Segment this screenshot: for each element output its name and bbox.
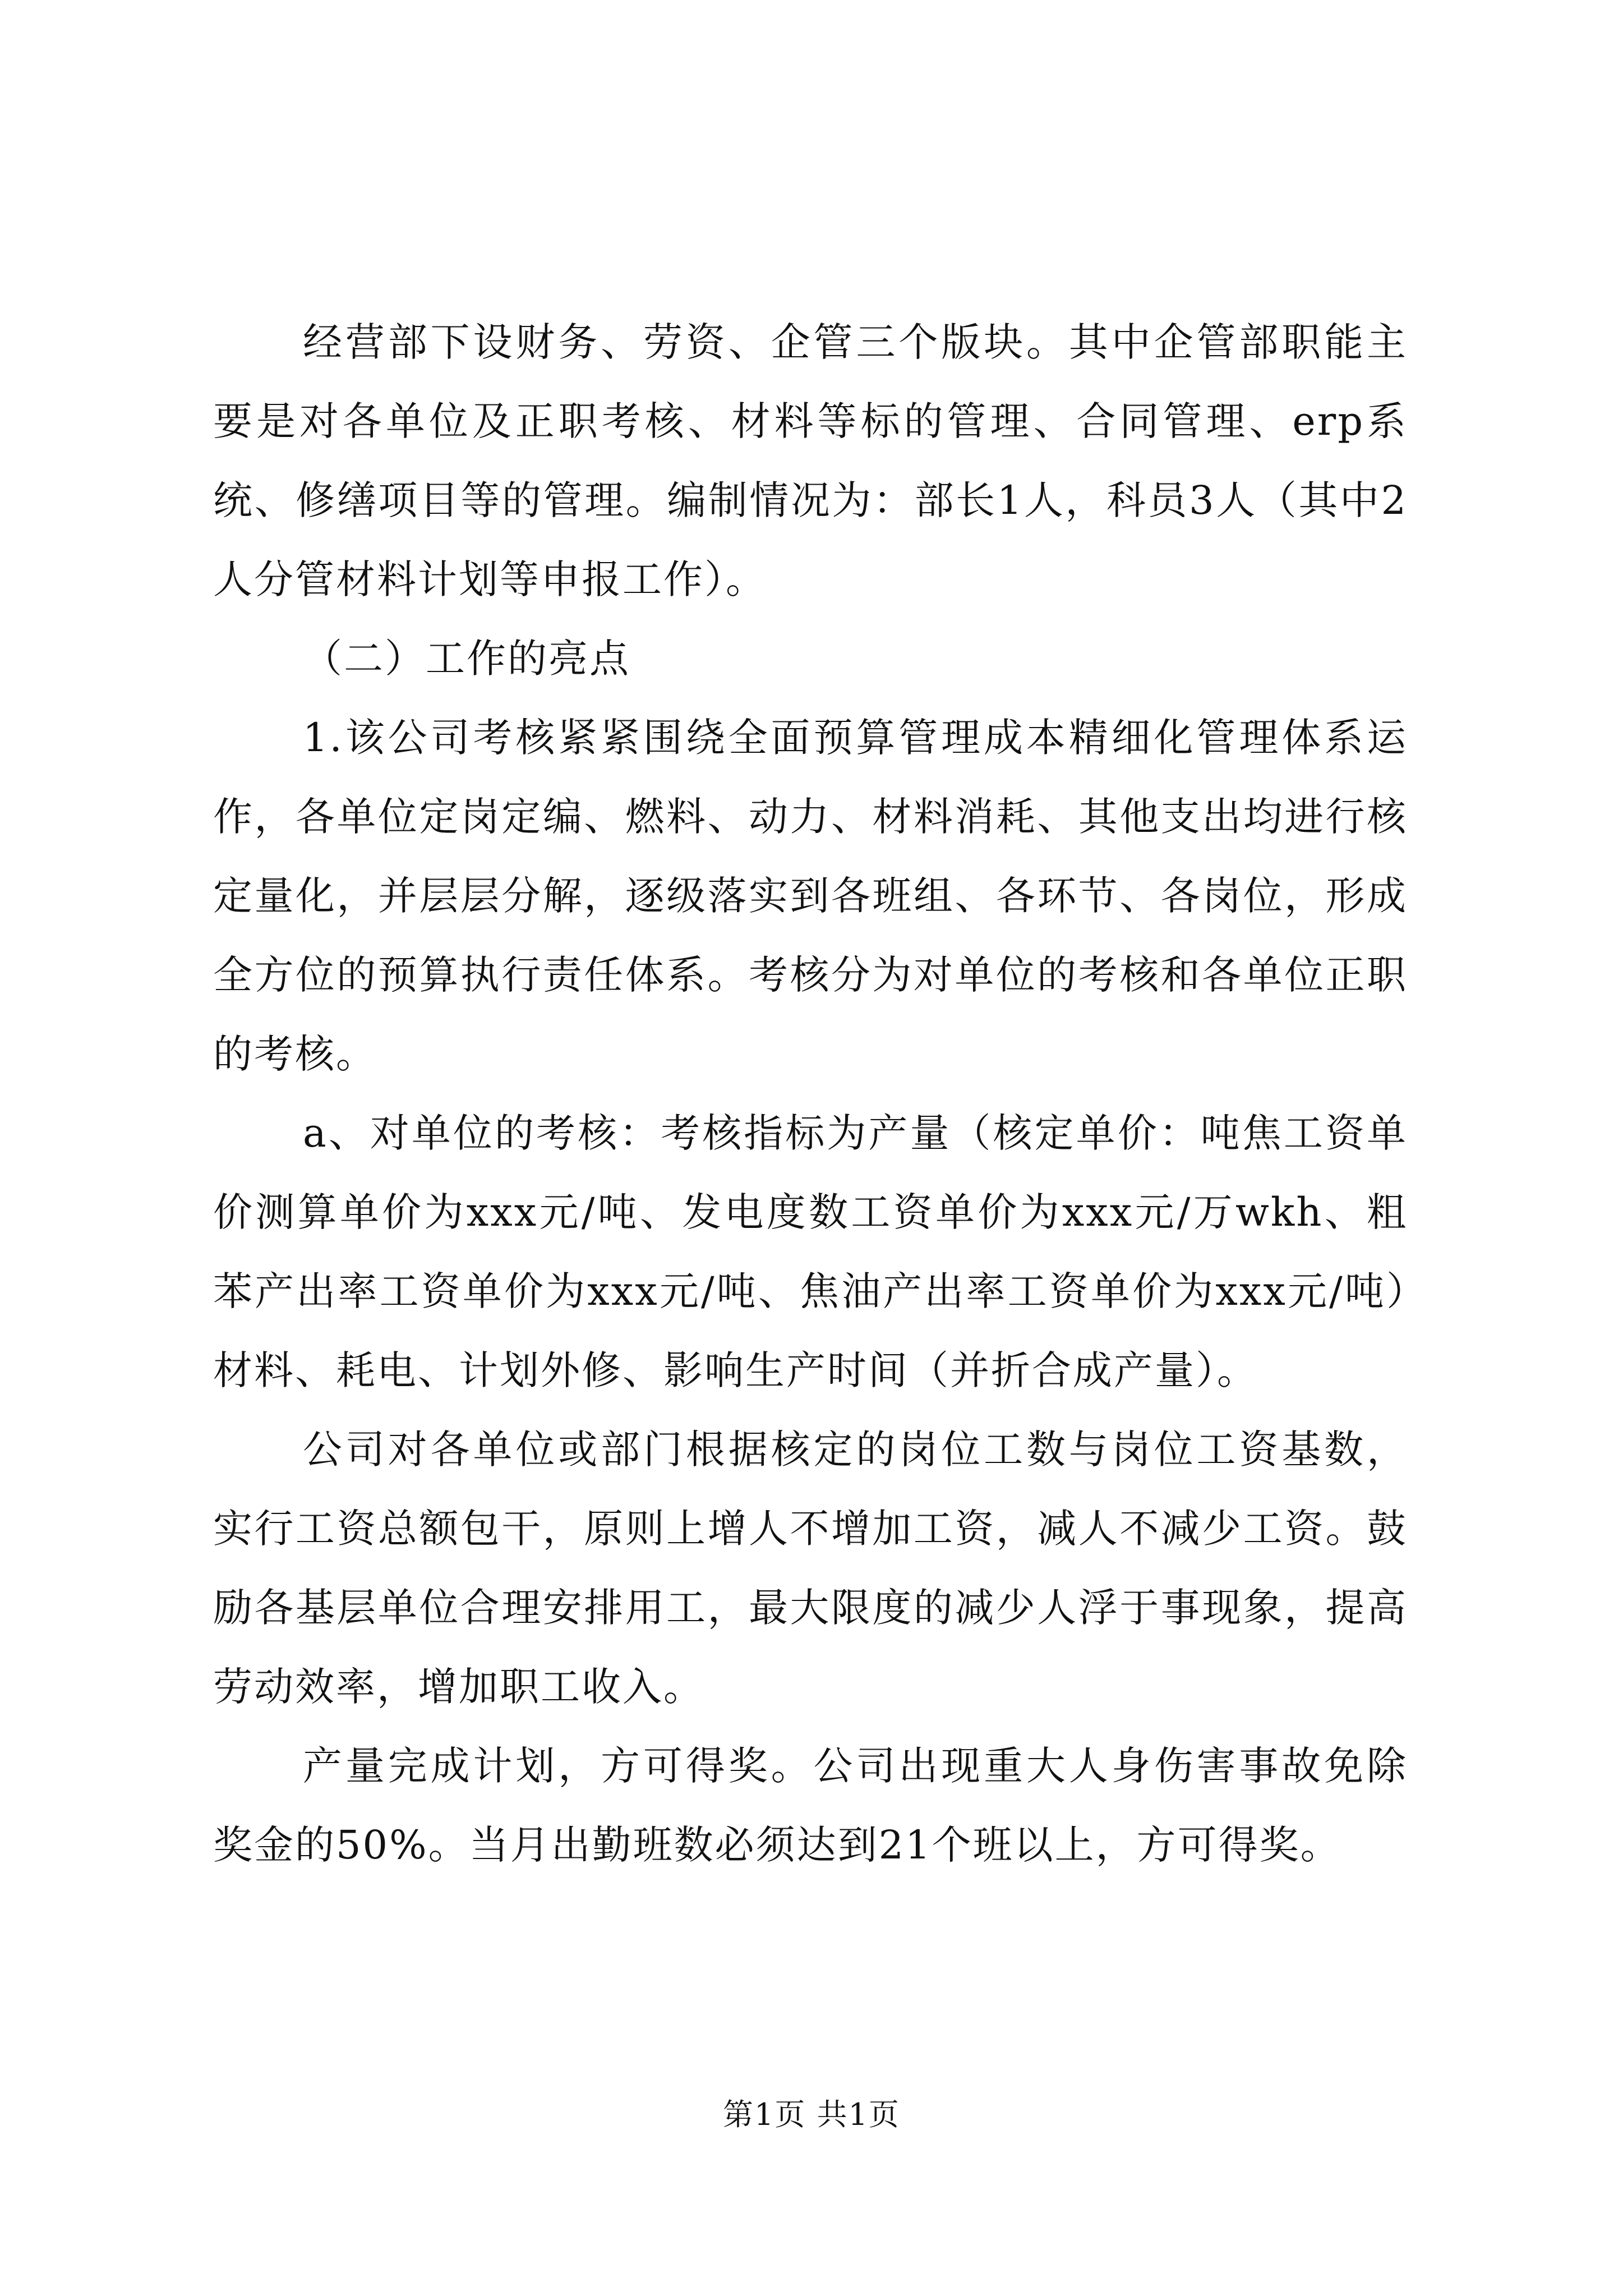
paragraph-unit-assessment: a、对单位的考核：考核指标为产量（核定单价：吨焦工资单价测算单价为xxx元/吨、发电度数工资单价为xxx元/万wkh、粗苯产出率工资单价为xxx元/吨、焦油产出率工资单价为xxx元/吨）材料、耗电、计划外修、影响生产时间（并折合成产量）。 [213, 1110, 1408, 1393]
paragraph-wage-policy: 公司对各单位或部门根据核定的岗位工数与岗位工资基数，实行工资总额包干，原则上增人不增加工资，减人不减少工资。鼓励各基层单位合理安排用工，最大限度的减少人浮于事现象，提高劳动效率，增加职工收入。 [213, 1427, 1408, 1710]
paragraph-organization: 经营部下设财务、劳资、企管三个版块。其中企管部职能主要是对各单位及正职考核、材料等标的管理、合同管理、erp系统、修缮项目等的管理。编制情况为：部长1人，科员3人（其中2人分管材料计划等申报工作）。 [213, 319, 1408, 602]
page-number-footer: 第1页 共1页 [723, 2097, 900, 2132]
paragraph-bonus-rules: 产量完成计划，方可得奖。公司出现重大人身伤害事故免除奖金的50%。当月出勤班数必须达到21个班以上，方可得奖。 [213, 1743, 1408, 1868]
paragraph-assessment-overview: 1.该公司考核紧紧围绕全面预算管理成本精细化管理体系运作，各单位定岗定编、燃料、动力、材料消耗、其他支出均进行核定量化，并层层分解，逐级落实到各班组、各环节、各岗位，形成全方位的预算执行责任体系。考核分为对单位的考核和各单位正职的考核。 [213, 715, 1408, 1077]
section-heading-highlights: （二）工作的亮点 [303, 636, 630, 682]
document-body [213, 303, 1408, 1885]
